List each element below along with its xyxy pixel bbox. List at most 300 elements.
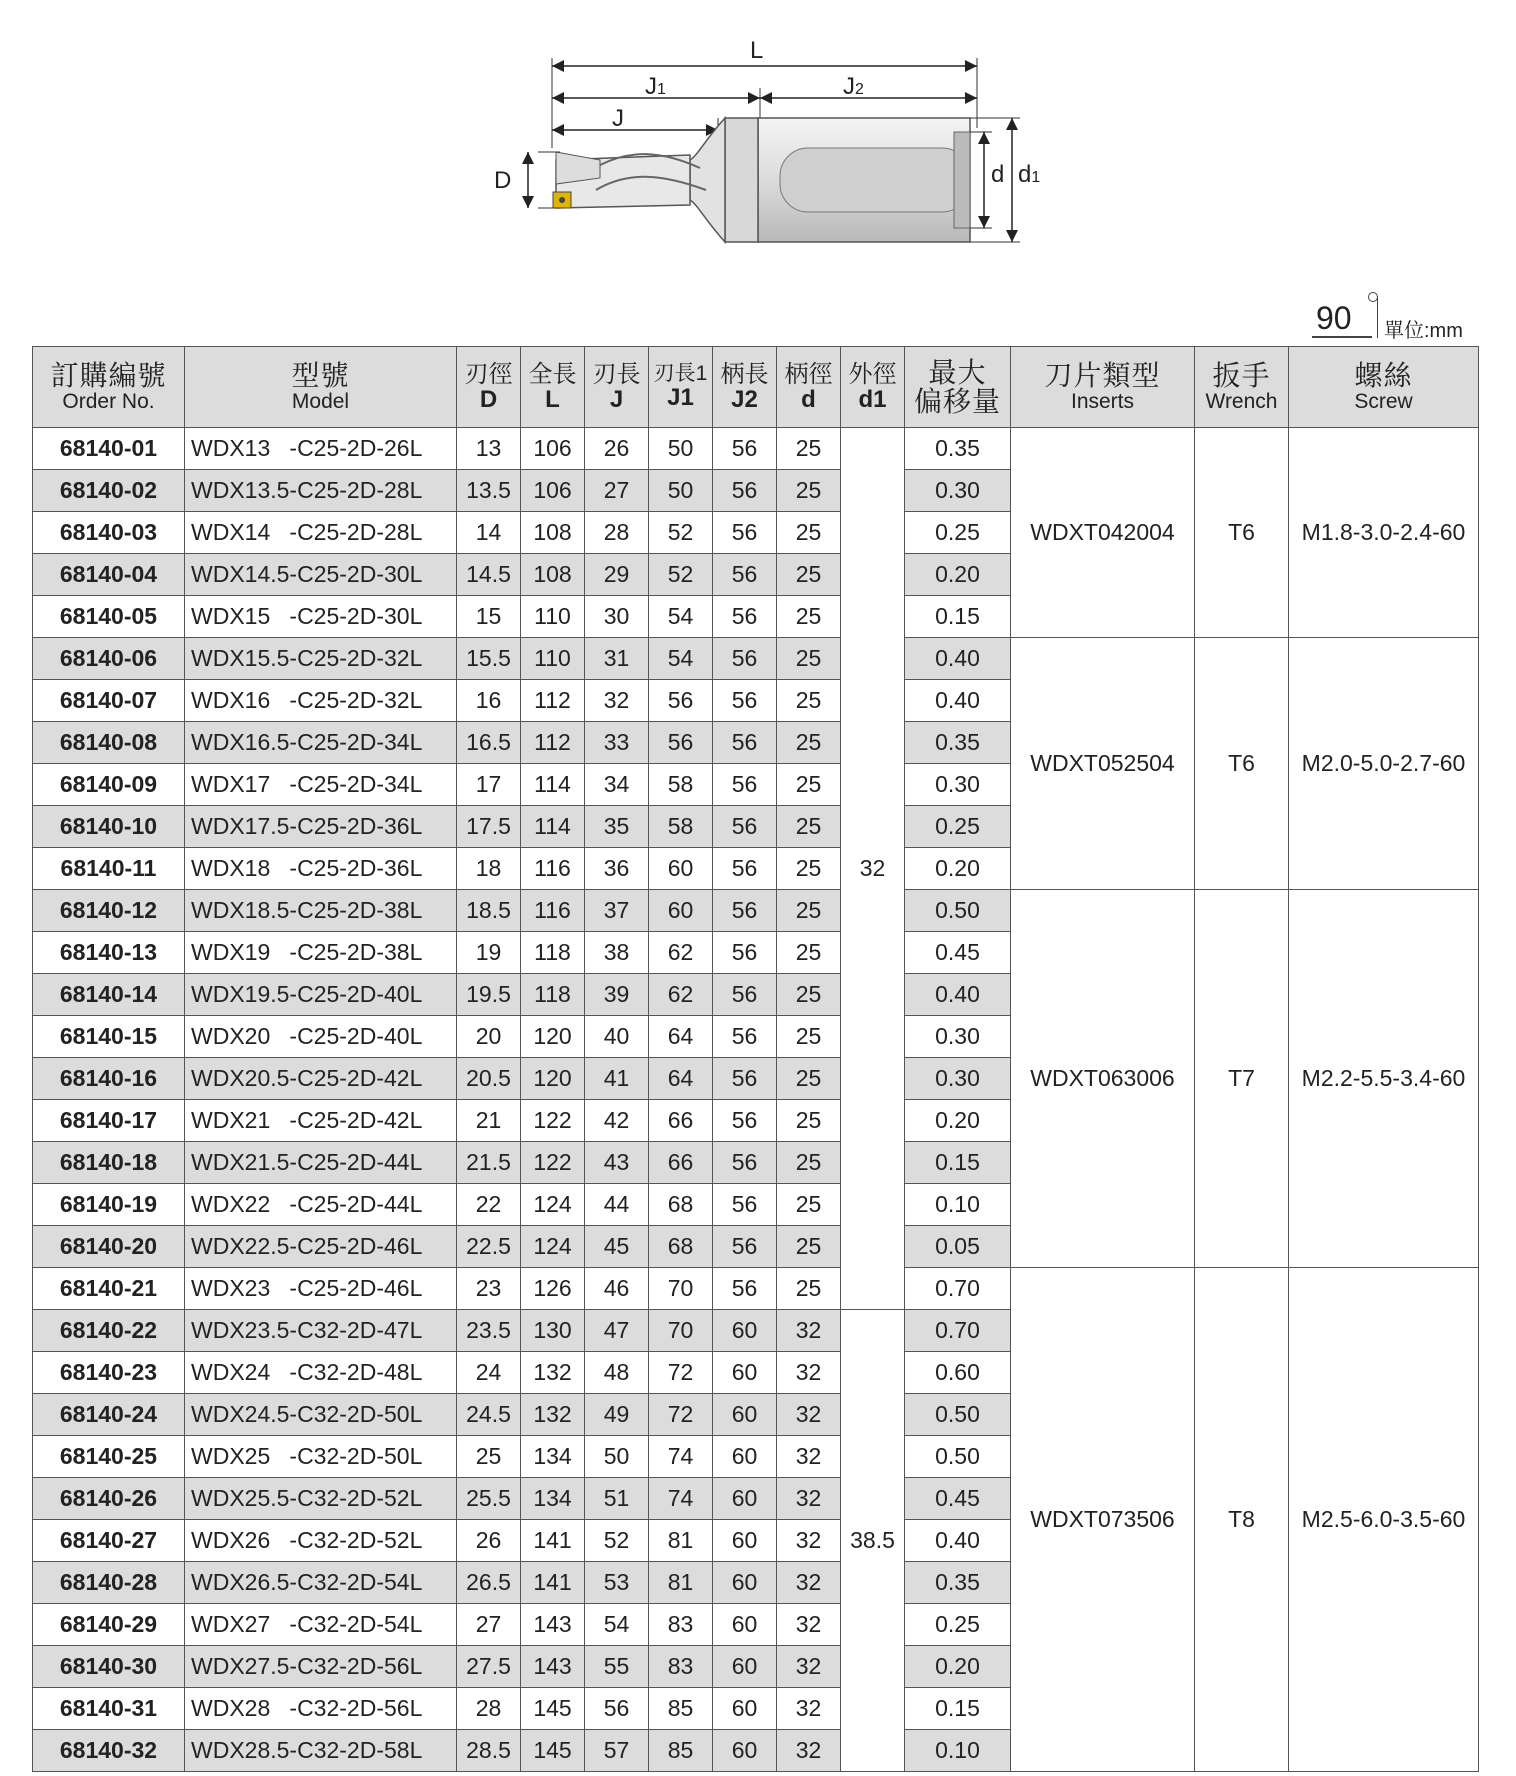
cell-max-offset: 0.45 [905, 932, 1011, 974]
cell-order-no: 68140-02 [33, 470, 185, 512]
cell-outer-dia: 32 [841, 428, 905, 1310]
cell-total-length: 112 [521, 722, 585, 764]
angle-value: 90 [1316, 300, 1352, 336]
cell-model: WDX15.5-C25-2D-32L [185, 638, 457, 680]
cell-blade-dia: 23 [457, 1268, 521, 1310]
cell-order-no: 68140-32 [33, 1730, 185, 1772]
cell-total-length: 145 [521, 1688, 585, 1730]
cell-max-offset: 0.50 [905, 1394, 1011, 1436]
cell-order-no: 68140-21 [33, 1268, 185, 1310]
cell-order-no: 68140-17 [33, 1100, 185, 1142]
cell-max-offset: 0.25 [905, 1604, 1011, 1646]
header-order: 訂購編號 Order No. [33, 347, 185, 428]
cell-wrench: T8 [1195, 1268, 1289, 1772]
cell-blade-dia: 15.5 [457, 638, 521, 680]
cell-blade-length: 36 [585, 848, 649, 890]
header-model: 型號 Model [185, 347, 457, 428]
cell-blade-length-1: 74 [649, 1478, 713, 1520]
cell-blade-length: 31 [585, 638, 649, 680]
cell-blade-dia: 25 [457, 1436, 521, 1478]
cell-model: WDX17 -C25-2D-34L [185, 764, 457, 806]
cell-blade-length: 45 [585, 1226, 649, 1268]
cell-model: WDX15 -C25-2D-30L [185, 596, 457, 638]
cell-blade-length-1: 68 [649, 1226, 713, 1268]
cell-shank-dia: 25 [777, 1142, 841, 1184]
cell-total-length: 143 [521, 1604, 585, 1646]
cell-order-no: 68140-13 [33, 932, 185, 974]
cell-blade-length-1: 58 [649, 806, 713, 848]
cell-max-offset: 0.70 [905, 1268, 1011, 1310]
cell-model: WDX16 -C25-2D-32L [185, 680, 457, 722]
cell-model: WDX26.5-C32-2D-54L [185, 1562, 457, 1604]
cell-blade-length: 30 [585, 596, 649, 638]
cell-order-no: 68140-06 [33, 638, 185, 680]
cell-max-offset: 0.40 [905, 974, 1011, 1016]
cell-order-no: 68140-23 [33, 1352, 185, 1394]
cell-model: WDX22.5-C25-2D-46L [185, 1226, 457, 1268]
cell-max-offset: 0.15 [905, 1142, 1011, 1184]
cell-total-length: 130 [521, 1310, 585, 1352]
cell-shank-length: 56 [713, 638, 777, 680]
table-row [33, 428, 1479, 470]
cell-total-length: 124 [521, 1226, 585, 1268]
cell-blade-dia: 13.5 [457, 470, 521, 512]
cell-shank-length: 60 [713, 1688, 777, 1730]
cell-blade-dia: 18 [457, 848, 521, 890]
cell-order-no: 68140-24 [33, 1394, 185, 1436]
cell-order-no: 68140-20 [33, 1226, 185, 1268]
cell-max-offset: 0.15 [905, 1688, 1011, 1730]
cell-shank-length: 56 [713, 512, 777, 554]
cell-blade-length: 46 [585, 1268, 649, 1310]
cell-blade-length: 40 [585, 1016, 649, 1058]
cell-shank-length: 56 [713, 848, 777, 890]
cell-wrench: T6 [1195, 638, 1289, 890]
cell-total-length: 108 [521, 554, 585, 596]
header-D: 刃徑 D [457, 347, 521, 428]
cell-order-no: 68140-16 [33, 1058, 185, 1100]
cell-blade-length: 54 [585, 1604, 649, 1646]
cell-order-no: 68140-11 [33, 848, 185, 890]
cell-shank-dia: 32 [777, 1352, 841, 1394]
cell-total-length: 110 [521, 596, 585, 638]
cell-total-length: 126 [521, 1268, 585, 1310]
cell-model: WDX14.5-C25-2D-30L [185, 554, 457, 596]
cell-shank-length: 56 [713, 470, 777, 512]
cell-blade-length: 42 [585, 1100, 649, 1142]
cell-shank-dia: 25 [777, 1058, 841, 1100]
cell-blade-length-1: 60 [649, 890, 713, 932]
cell-total-length: 120 [521, 1058, 585, 1100]
cell-model: WDX25 -C32-2D-50L [185, 1436, 457, 1478]
cell-total-length: 124 [521, 1184, 585, 1226]
cell-order-no: 68140-18 [33, 1142, 185, 1184]
cell-shank-dia: 32 [777, 1646, 841, 1688]
cell-blade-dia: 20 [457, 1016, 521, 1058]
angle-indicator [1312, 296, 1372, 338]
cell-blade-dia: 17.5 [457, 806, 521, 848]
cell-shank-dia: 32 [777, 1520, 841, 1562]
cell-max-offset: 0.40 [905, 680, 1011, 722]
cell-model: WDX14 -C25-2D-28L [185, 512, 457, 554]
cell-max-offset: 0.50 [905, 890, 1011, 932]
cell-blade-dia: 14 [457, 512, 521, 554]
cell-blade-length: 41 [585, 1058, 649, 1100]
cell-blade-length-1: 50 [649, 428, 713, 470]
cell-total-length: 112 [521, 680, 585, 722]
cell-shank-length: 56 [713, 596, 777, 638]
cell-total-length: 132 [521, 1394, 585, 1436]
cell-insert: WDXT073506 [1011, 1268, 1195, 1772]
cell-shank-length: 60 [713, 1730, 777, 1772]
cell-blade-dia: 15 [457, 596, 521, 638]
cell-screw: M1.8-3.0-2.4-60 [1289, 428, 1479, 638]
cell-shank-dia: 25 [777, 428, 841, 470]
cell-blade-dia: 14.5 [457, 554, 521, 596]
cell-blade-length: 37 [585, 890, 649, 932]
cell-blade-dia: 16 [457, 680, 521, 722]
cell-blade-dia: 26.5 [457, 1562, 521, 1604]
cell-model: WDX20.5-C25-2D-42L [185, 1058, 457, 1100]
spec-table [32, 346, 1479, 1772]
cell-blade-length: 43 [585, 1142, 649, 1184]
cell-shank-length: 56 [713, 1184, 777, 1226]
cell-model: WDX27 -C32-2D-54L [185, 1604, 457, 1646]
cell-blade-dia: 22.5 [457, 1226, 521, 1268]
cell-model: WDX28 -C32-2D-56L [185, 1688, 457, 1730]
cell-order-no: 68140-22 [33, 1310, 185, 1352]
cell-shank-dia: 25 [777, 974, 841, 1016]
cell-blade-length: 52 [585, 1520, 649, 1562]
cell-blade-length-1: 62 [649, 932, 713, 974]
cell-model: WDX25.5-C32-2D-52L [185, 1478, 457, 1520]
cell-order-no: 68140-08 [33, 722, 185, 764]
cell-blade-length: 56 [585, 1688, 649, 1730]
cell-shank-dia: 32 [777, 1730, 841, 1772]
label-J2: J2 [843, 73, 864, 100]
cell-shank-dia: 32 [777, 1688, 841, 1730]
cell-shank-length: 60 [713, 1604, 777, 1646]
cell-blade-length-1: 64 [649, 1016, 713, 1058]
cell-shank-length: 56 [713, 1268, 777, 1310]
cell-blade-length-1: 70 [649, 1310, 713, 1352]
cell-blade-dia: 24 [457, 1352, 521, 1394]
cell-blade-length-1: 83 [649, 1604, 713, 1646]
cell-model: WDX23.5-C32-2D-47L [185, 1310, 457, 1352]
cell-blade-length: 44 [585, 1184, 649, 1226]
cell-max-offset: 0.35 [905, 428, 1011, 470]
cell-total-length: 120 [521, 1016, 585, 1058]
cell-blade-dia: 28.5 [457, 1730, 521, 1772]
cell-blade-length-1: 72 [649, 1394, 713, 1436]
cell-insert: WDXT063006 [1011, 890, 1195, 1268]
cell-blade-dia: 27.5 [457, 1646, 521, 1688]
cell-blade-length-1: 68 [649, 1184, 713, 1226]
cell-shank-dia: 25 [777, 1016, 841, 1058]
header-row [33, 347, 1479, 428]
cell-max-offset: 0.40 [905, 1520, 1011, 1562]
cell-blade-length: 48 [585, 1352, 649, 1394]
label-d: d [991, 161, 1005, 188]
cell-shank-dia: 32 [777, 1436, 841, 1478]
cell-shank-dia: 25 [777, 596, 841, 638]
cell-order-no: 68140-07 [33, 680, 185, 722]
cell-shank-dia: 32 [777, 1604, 841, 1646]
cell-max-offset: 0.20 [905, 1100, 1011, 1142]
cell-shank-length: 56 [713, 806, 777, 848]
cell-blade-length: 57 [585, 1730, 649, 1772]
cell-total-length: 122 [521, 1142, 585, 1184]
cell-model: WDX24.5-C32-2D-50L [185, 1394, 457, 1436]
cell-blade-length-1: 56 [649, 722, 713, 764]
label-L: L [750, 37, 764, 64]
cell-total-length: 118 [521, 932, 585, 974]
cell-order-no: 68140-05 [33, 596, 185, 638]
cell-shank-length: 60 [713, 1562, 777, 1604]
cell-blade-length: 26 [585, 428, 649, 470]
cell-total-length: 134 [521, 1478, 585, 1520]
cell-max-offset: 0.50 [905, 1436, 1011, 1478]
cell-model: WDX21 -C25-2D-42L [185, 1100, 457, 1142]
cell-model: WDX13.5-C25-2D-28L [185, 470, 457, 512]
cell-blade-length-1: 66 [649, 1100, 713, 1142]
cell-shank-length: 56 [713, 974, 777, 1016]
cell-total-length: 116 [521, 848, 585, 890]
cell-blade-length-1: 66 [649, 1142, 713, 1184]
cell-shank-dia: 25 [777, 1226, 841, 1268]
cell-blade-length: 32 [585, 680, 649, 722]
cell-outer-dia: 38.5 [841, 1310, 905, 1772]
cell-total-length: 114 [521, 806, 585, 848]
cell-model: WDX26 -C32-2D-52L [185, 1520, 457, 1562]
drill-diagram [0, 0, 1516, 260]
cell-total-length: 116 [521, 890, 585, 932]
cell-blade-dia: 26 [457, 1520, 521, 1562]
cell-shank-length: 56 [713, 554, 777, 596]
cell-blade-dia: 28 [457, 1688, 521, 1730]
cell-blade-length-1: 85 [649, 1688, 713, 1730]
cell-blade-dia: 17 [457, 764, 521, 806]
cell-order-no: 68140-12 [33, 890, 185, 932]
cell-order-no: 68140-15 [33, 1016, 185, 1058]
cell-shank-dia: 32 [777, 1310, 841, 1352]
cell-order-no: 68140-04 [33, 554, 185, 596]
table-row [33, 1268, 1479, 1310]
cell-model: WDX16.5-C25-2D-34L [185, 722, 457, 764]
cell-shank-dia: 25 [777, 932, 841, 974]
cell-max-offset: 0.30 [905, 1016, 1011, 1058]
cell-model: WDX19.5-C25-2D-40L [185, 974, 457, 1016]
cell-screw: M2.2-5.5-3.4-60 [1289, 890, 1479, 1268]
cell-shank-dia: 25 [777, 722, 841, 764]
cell-order-no: 68140-01 [33, 428, 185, 470]
cell-insert: WDXT042004 [1011, 428, 1195, 638]
cell-shank-length: 56 [713, 680, 777, 722]
cell-max-offset: 0.10 [905, 1730, 1011, 1772]
cell-blade-dia: 21 [457, 1100, 521, 1142]
cell-max-offset: 0.25 [905, 512, 1011, 554]
cell-total-length: 106 [521, 470, 585, 512]
cell-blade-length: 55 [585, 1646, 649, 1688]
cell-model: WDX28.5-C32-2D-58L [185, 1730, 457, 1772]
cell-shank-dia: 25 [777, 848, 841, 890]
cell-shank-length: 60 [713, 1310, 777, 1352]
cell-shank-length: 60 [713, 1478, 777, 1520]
cell-total-length: 118 [521, 974, 585, 1016]
cell-wrench: T6 [1195, 428, 1289, 638]
cell-blade-dia: 18.5 [457, 890, 521, 932]
cell-shank-length: 56 [713, 1058, 777, 1100]
cell-shank-dia: 25 [777, 1268, 841, 1310]
cell-blade-length-1: 64 [649, 1058, 713, 1100]
cell-model: WDX18 -C25-2D-36L [185, 848, 457, 890]
label-D: D [494, 167, 512, 194]
cell-shank-dia: 25 [777, 1184, 841, 1226]
cell-blade-length: 49 [585, 1394, 649, 1436]
cell-max-offset: 0.15 [905, 596, 1011, 638]
cell-shank-dia: 25 [777, 470, 841, 512]
cell-shank-length: 60 [713, 1646, 777, 1688]
cell-shank-length: 60 [713, 1352, 777, 1394]
cell-order-no: 68140-29 [33, 1604, 185, 1646]
label-d1: d1 [1018, 161, 1041, 188]
cell-blade-length-1: 83 [649, 1646, 713, 1688]
cell-shank-dia: 32 [777, 1394, 841, 1436]
cell-model: WDX20 -C25-2D-40L [185, 1016, 457, 1058]
cell-blade-length-1: 52 [649, 554, 713, 596]
cell-model: WDX13 -C25-2D-26L [185, 428, 457, 470]
cell-shank-dia: 25 [777, 512, 841, 554]
table-row [33, 890, 1479, 932]
cell-shank-length: 56 [713, 932, 777, 974]
cell-blade-dia: 25.5 [457, 1478, 521, 1520]
cell-blade-length-1: 54 [649, 638, 713, 680]
cell-model: WDX19 -C25-2D-38L [185, 932, 457, 974]
cell-blade-length-1: 70 [649, 1268, 713, 1310]
cell-shank-dia: 25 [777, 554, 841, 596]
cell-blade-length-1: 52 [649, 512, 713, 554]
cell-blade-length: 29 [585, 554, 649, 596]
cell-blade-length: 53 [585, 1562, 649, 1604]
cell-total-length: 143 [521, 1646, 585, 1688]
cell-shank-length: 56 [713, 890, 777, 932]
header-J2: 柄長 J2 [713, 347, 777, 428]
cell-max-offset: 0.30 [905, 764, 1011, 806]
cell-shank-dia: 25 [777, 764, 841, 806]
cell-blade-dia: 21.5 [457, 1142, 521, 1184]
cell-blade-dia: 27 [457, 1604, 521, 1646]
header-d1: 外徑 d1 [841, 347, 905, 428]
cell-order-no: 68140-09 [33, 764, 185, 806]
cell-blade-length-1: 85 [649, 1730, 713, 1772]
cell-max-offset: 0.30 [905, 470, 1011, 512]
cell-wrench: T7 [1195, 890, 1289, 1268]
cell-total-length: 110 [521, 638, 585, 680]
cell-max-offset: 0.25 [905, 806, 1011, 848]
cell-blade-length-1: 81 [649, 1520, 713, 1562]
cell-max-offset: 0.35 [905, 1562, 1011, 1604]
header-d: 柄徑 d [777, 347, 841, 428]
cell-total-length: 122 [521, 1100, 585, 1142]
cell-max-offset: 0.40 [905, 638, 1011, 680]
cell-shank-length: 56 [713, 428, 777, 470]
cell-max-offset: 0.60 [905, 1352, 1011, 1394]
cell-order-no: 68140-03 [33, 512, 185, 554]
cell-max-offset: 0.35 [905, 722, 1011, 764]
cell-model: WDX21.5-C25-2D-44L [185, 1142, 457, 1184]
header-J1: 刃長1 J1 [649, 347, 713, 428]
cell-total-length: 145 [521, 1730, 585, 1772]
cell-blade-dia: 19.5 [457, 974, 521, 1016]
cell-total-length: 106 [521, 428, 585, 470]
cell-blade-length-1: 58 [649, 764, 713, 806]
cell-order-no: 68140-19 [33, 1184, 185, 1226]
cell-blade-length: 28 [585, 512, 649, 554]
cell-max-offset: 0.10 [905, 1184, 1011, 1226]
cell-order-no: 68140-10 [33, 806, 185, 848]
cell-model: WDX27.5-C32-2D-56L [185, 1646, 457, 1688]
cell-blade-length: 50 [585, 1436, 649, 1478]
cell-blade-length-1: 81 [649, 1562, 713, 1604]
cell-order-no: 68140-26 [33, 1478, 185, 1520]
cell-blade-length-1: 72 [649, 1352, 713, 1394]
cell-blade-dia: 13 [457, 428, 521, 470]
cell-total-length: 132 [521, 1352, 585, 1394]
cell-shank-dia: 25 [777, 680, 841, 722]
cell-shank-length: 60 [713, 1394, 777, 1436]
cell-max-offset: 0.30 [905, 1058, 1011, 1100]
cell-total-length: 141 [521, 1562, 585, 1604]
cell-blade-dia: 22 [457, 1184, 521, 1226]
cell-total-length: 141 [521, 1520, 585, 1562]
cell-blade-dia: 24.5 [457, 1394, 521, 1436]
cell-shank-length: 56 [713, 764, 777, 806]
cell-max-offset: 0.20 [905, 554, 1011, 596]
cell-shank-dia: 25 [777, 806, 841, 848]
cell-order-no: 68140-14 [33, 974, 185, 1016]
header-wrench: 扳手 Wrench [1195, 347, 1289, 428]
cell-model: WDX22 -C25-2D-44L [185, 1184, 457, 1226]
cell-blade-length: 34 [585, 764, 649, 806]
cell-order-no: 68140-30 [33, 1646, 185, 1688]
header-L: 全長 L [521, 347, 585, 428]
cell-blade-length-1: 54 [649, 596, 713, 638]
cell-model: WDX17.5-C25-2D-36L [185, 806, 457, 848]
cell-max-offset: 0.70 [905, 1310, 1011, 1352]
cell-total-length: 134 [521, 1436, 585, 1478]
cell-blade-length-1: 74 [649, 1436, 713, 1478]
cell-shank-length: 56 [713, 1100, 777, 1142]
cell-max-offset: 0.20 [905, 1646, 1011, 1688]
cell-shank-length: 56 [713, 1226, 777, 1268]
label-J: J [612, 105, 624, 132]
cell-insert: WDXT052504 [1011, 638, 1195, 890]
cell-order-no: 68140-27 [33, 1520, 185, 1562]
unit-label: 單位:mm [1384, 320, 1463, 342]
cell-shank-length: 60 [713, 1520, 777, 1562]
header-inserts: 刀片類型 Inserts [1011, 347, 1195, 428]
cell-shank-dia: 25 [777, 638, 841, 680]
cell-blade-length: 27 [585, 470, 649, 512]
header-J: 刃長 J [585, 347, 649, 428]
cell-shank-dia: 25 [777, 1100, 841, 1142]
cell-blade-dia: 16.5 [457, 722, 521, 764]
table-row [33, 638, 1479, 680]
cell-blade-length-1: 56 [649, 680, 713, 722]
cell-order-no: 68140-31 [33, 1688, 185, 1730]
header-offset: 最大 偏移量 [905, 347, 1011, 428]
label-J1: J1 [645, 73, 666, 100]
